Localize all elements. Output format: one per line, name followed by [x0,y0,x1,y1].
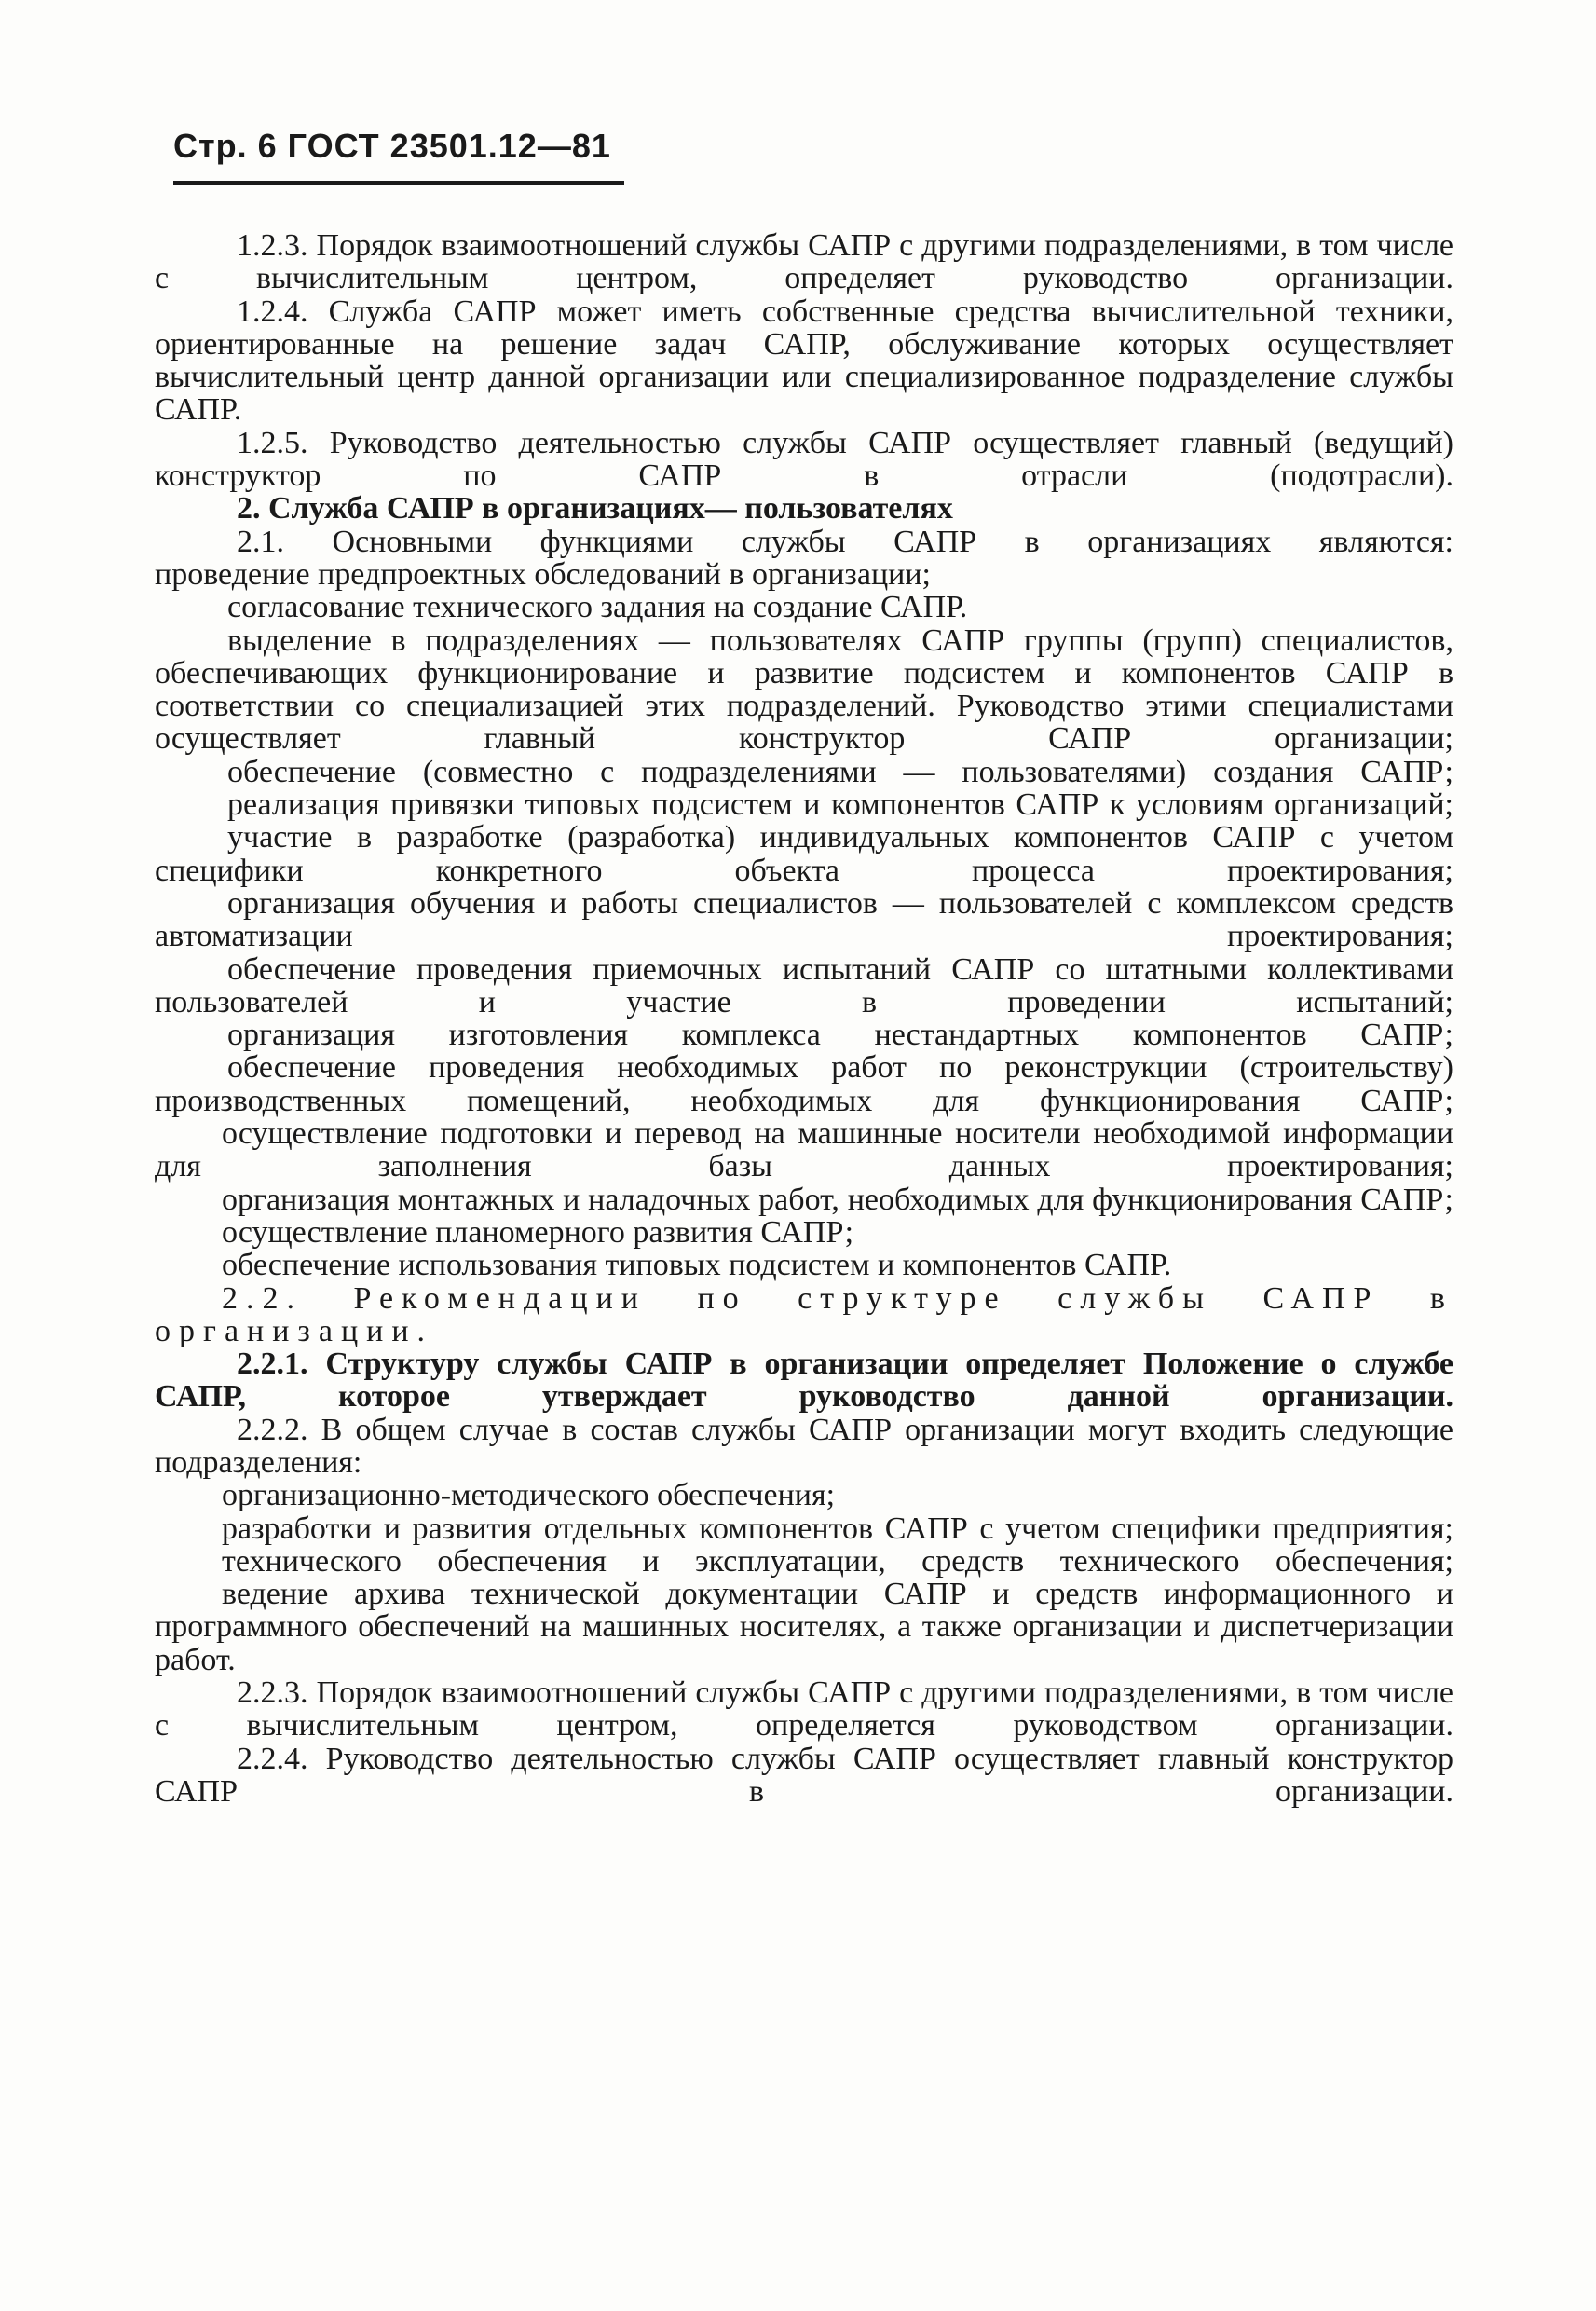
paragraph-2-2-4: 2.2.4. Руководство деятельностью службы САПР осуществляет главный конструктор САПР в организации. [155,1741,1453,1809]
paragraph-1-2-4: 1.2.4. Служба САПР может иметь собственные средства вычислительной техники, ориентированные на решение задач САПР, обслуживание которых осуществляет вычислительный центр данной организации или специализированное подразделение службы САПР. [155,294,1453,428]
list-item: организация монтажных и наладочных работ, необходимых для функционирования САПР; [222,1182,1453,1217]
list-item: разработки и развития отдельных компонентов САПР с учетом специфики предприятия; [222,1511,1453,1546]
paragraph-1-2-5: 1.2.5. Руководство деятельностью службы САПР осуществляет главный (ведущий) конструктор по САПР в отрасли (подотрасли). [155,425,1453,494]
paragraph-1-2-3: 1.2.3. Порядок взаимоотношений службы САПР с другими подразделениями, в том числе с вычислительным центром, определяет руководство организации. [155,228,1453,296]
list-item: согласование технического задания на создание САПР. [227,590,968,625]
list-item: организационно-методического обеспечения; [222,1478,836,1513]
header-rule [173,181,624,185]
list-item: обеспечение (совместно с подразделениями — пользователями) создания САПР; [227,754,1453,789]
paragraph-2-1: 2.1. Основными функциями службы САПР в организациях являются: [237,524,1453,559]
list-item: обеспечение проведения приемочных испытаний САПР со штатными коллективами пользователей и участие в проведении испытаний; [155,951,1453,1019]
section-heading-2: 2. Служба САПР в организациях— пользователях [237,491,953,526]
paragraph-2-2-1: 2.2.1. Структуру службы САПР в организации определяет Положение о службе САПР, которое утверждает руководство данной организации. [155,1347,1453,1415]
list-item: осуществление подготовки и перевод на машинные носители необходимой информации для заполнения базы данных проектирования; [155,1116,1453,1184]
list-item: ведение архива технической документации САПР и средств информационного и программного обеспечений на машинных носителях, а также организации и диспетчеризации работ. [155,1577,1453,1677]
list-item: организация изготовления комплекса нестандартных компонентов САПР; [227,1018,1453,1053]
paragraph-2-2-2: 2.2.2. В общем случае в состав службы САПР организации могут входить следующие подразделения: [155,1412,1453,1480]
list-item: выделение в подразделениях — пользователях САПР группы (групп) специалистов, обеспечивающих функционирование и развитие подсистем и компонентов САПР в соответствии со специализацией этих подразделений. Руководство этими специалистами осуществляет главный конструктор САПР организации; [155,622,1453,757]
list-item: осуществление планомерного развития САПР; [222,1214,854,1250]
list-item: обеспечение проведения необходимых работ по реконструкции (строительству) производственных помещений, необходимых для функционирования САПР; [155,1050,1453,1118]
list-item: обеспечение использования типовых подсистем и компонентов САПР. [222,1248,1172,1283]
paragraph-2-2-3: 2.2.3. Порядок взаимоотношений службы САПР с другими подразделениями, в том числе с вычислительным центром, определяется руководством организации. [155,1675,1453,1744]
list-item: реализация привязки типовых подсистем и компонентов САПР к условиям организаций; [227,787,1453,823]
list-item: проведение предпроектных обследований в организации; [155,556,931,592]
running-header: Стр. 6 ГОСТ 23501.12—81 [173,127,611,165]
list-item: технического обеспечения и эксплуатации, средств технического обеспечения; [222,1543,1453,1579]
list-item: участие в разработке (разработка) индивидуальных компонентов САПР с учетом специфики конкретного объекта процесса проектирования; [155,820,1453,888]
document-body [155,229,1453,1808]
list-item: организация обучения и работы специалистов — пользователей с комплексом средств автоматизации проектирования; [155,885,1453,954]
paragraph-2-2: 2.2. Рекомендации по структуре службы САПР в организации. [155,1280,1453,1348]
